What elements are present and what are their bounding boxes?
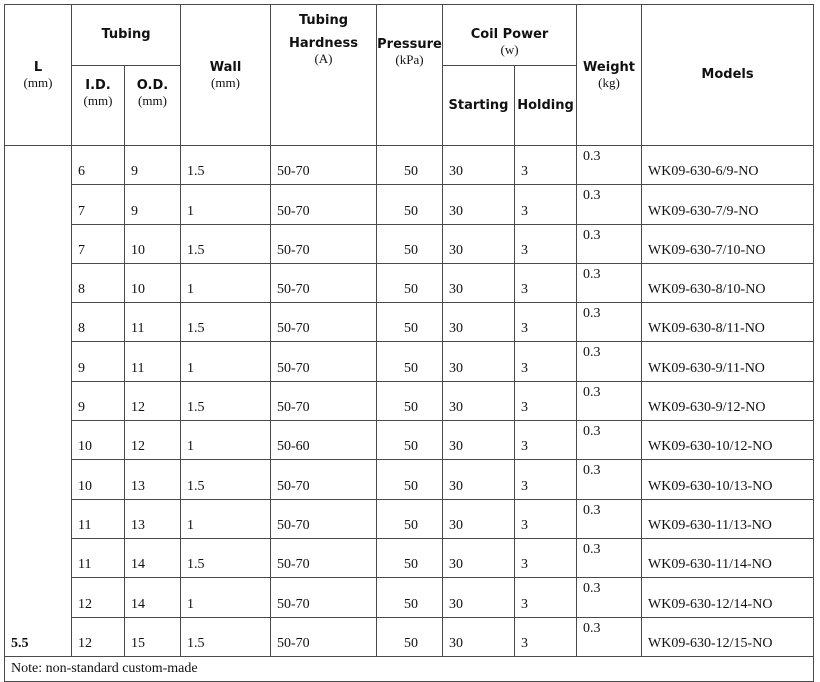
cell-hardness: 50-70	[271, 342, 377, 381]
cell-od: 12	[125, 381, 181, 420]
header-tubing-id-label: I.D.	[85, 78, 111, 93]
cell-weight: 0.3	[577, 146, 642, 185]
cell-wall: 1.5	[181, 224, 271, 263]
cell-od: 13	[125, 499, 181, 538]
cell-pressure: 50	[377, 263, 443, 302]
cell-pressure: 50	[377, 578, 443, 617]
header-tubing-id-unit: (mm)	[83, 93, 113, 108]
header-hardness-label1: Tubing	[298, 13, 349, 28]
cell-wall: 1.5	[181, 538, 271, 577]
cell-hardness: 50-70	[271, 185, 377, 224]
cell-hardness: 50-70	[271, 578, 377, 617]
cell-holding-power: 3	[515, 342, 577, 381]
cell-starting-power: 30	[443, 342, 515, 381]
cell-hardness: 50-70	[271, 499, 377, 538]
cell-holding-power: 3	[515, 263, 577, 302]
cell-starting-power: 30	[443, 578, 515, 617]
cell-id: 9	[72, 342, 125, 381]
cell-starting-power: 30	[443, 617, 515, 656]
cell-weight: 0.3	[577, 421, 642, 460]
cell-od: 15	[125, 617, 181, 656]
cell-pressure: 50	[377, 617, 443, 656]
cell-weight: 0.3	[577, 578, 642, 617]
cell-model: WK09-630-11/13-NO	[642, 499, 814, 538]
table-row	[5, 263, 814, 302]
cell-od: 11	[125, 342, 181, 381]
cell-pressure: 50	[377, 303, 443, 342]
cell-holding-power: 3	[515, 185, 577, 224]
cell-model: WK09-630-10/13-NO	[642, 460, 814, 499]
cell-starting-power: 30	[443, 263, 515, 302]
table-row	[5, 499, 814, 538]
cell-starting-power: 30	[443, 499, 515, 538]
header-hardness	[271, 5, 377, 146]
cell-hardness: 50-70	[271, 381, 377, 420]
header-coil-starting: Starting	[443, 66, 515, 146]
cell-holding-power: 3	[515, 460, 577, 499]
cell-starting-power: 30	[443, 185, 515, 224]
cell-wall: 1.5	[181, 381, 271, 420]
cell-hardness: 50-60	[271, 421, 377, 460]
header-coil-power-unit: (w)	[500, 42, 519, 57]
cell-hardness: 50-70	[271, 224, 377, 263]
cell-pressure: 50	[377, 342, 443, 381]
cell-wall: 1	[181, 342, 271, 381]
cell-holding-power: 3	[515, 617, 577, 656]
cell-weight: 0.3	[577, 460, 642, 499]
header-wall-label: Wall	[209, 60, 242, 75]
cell-holding-power: 3	[515, 146, 577, 185]
cell-model: WK09-630-8/11-NO	[642, 303, 814, 342]
cell-od: 10	[125, 263, 181, 302]
header-tubing-od	[125, 66, 181, 146]
header-tubing-od-label: O.D.	[136, 78, 169, 93]
cell-model: WK09-630-10/12-NO	[642, 421, 814, 460]
cell-id: 8	[72, 303, 125, 342]
cell-id: 7	[72, 185, 125, 224]
cell-pressure: 50	[377, 146, 443, 185]
cell-id: 11	[72, 499, 125, 538]
cell-wall: 1	[181, 263, 271, 302]
cell-weight: 0.3	[577, 381, 642, 420]
cell-wall: 1	[181, 499, 271, 538]
cell-id: 10	[72, 421, 125, 460]
cell-id: 6	[72, 146, 125, 185]
cell-od: 10	[125, 224, 181, 263]
cell-pressure: 50	[377, 460, 443, 499]
cell-id: 8	[72, 263, 125, 302]
cell-model: WK09-630-8/10-NO	[642, 263, 814, 302]
cell-weight: 0.3	[577, 185, 642, 224]
table-row	[5, 578, 814, 617]
header-coil-holding: Holding	[515, 66, 577, 146]
cell-starting-power: 30	[443, 303, 515, 342]
header-tubing-od-unit: (mm)	[138, 93, 167, 108]
header-length-label: L	[33, 60, 43, 75]
header-hardness-label2: Hardness	[289, 36, 358, 51]
header-pressure	[377, 5, 443, 146]
cell-wall: 1.5	[181, 146, 271, 185]
cell-od: 9	[125, 146, 181, 185]
header-weight-unit: (kg)	[598, 75, 620, 90]
cell-od: 14	[125, 538, 181, 577]
cell-model: WK09-630-7/9-NO	[642, 185, 814, 224]
cell-od: 11	[125, 303, 181, 342]
header-coil-power-label: Coil Power	[470, 27, 549, 42]
cell-hardness: 50-70	[271, 263, 377, 302]
cell-holding-power: 3	[515, 224, 577, 263]
cell-model: WK09-630-12/14-NO	[642, 578, 814, 617]
cell-pressure: 50	[377, 381, 443, 420]
cell-wall: 1.5	[181, 460, 271, 499]
cell-hardness: 50-70	[271, 617, 377, 656]
cell-pressure: 50	[377, 421, 443, 460]
table-body	[5, 146, 814, 657]
header-pressure-unit: (kPa)	[395, 52, 424, 67]
header-models: Models	[642, 5, 814, 146]
cell-od: 14	[125, 578, 181, 617]
cell-weight: 0.3	[577, 303, 642, 342]
cell-starting-power: 30	[443, 421, 515, 460]
cell-starting-power: 30	[443, 538, 515, 577]
header-pressure-label: Pressure	[377, 37, 442, 52]
cell-starting-power: 30	[443, 146, 515, 185]
cell-od: 9	[125, 185, 181, 224]
cell-wall: 1.5	[181, 617, 271, 656]
cell-length: 5.5	[5, 146, 72, 657]
header-tubing: Tubing	[72, 5, 181, 66]
cell-model: WK09-630-11/14-NO	[642, 538, 814, 577]
header-wall-unit: (mm)	[211, 75, 240, 90]
table-note: Note: non-standard custom-made	[5, 656, 814, 681]
cell-model: WK09-630-9/11-NO	[642, 342, 814, 381]
header-wall	[181, 5, 271, 146]
table-header	[5, 5, 814, 146]
cell-model: WK09-630-6/9-NO	[642, 146, 814, 185]
cell-id: 10	[72, 460, 125, 499]
cell-id: 12	[72, 578, 125, 617]
cell-wall: 1	[181, 578, 271, 617]
cell-id: 7	[72, 224, 125, 263]
cell-wall: 1.5	[181, 303, 271, 342]
header-weight-label: Weight	[583, 60, 635, 75]
table-row	[5, 342, 814, 381]
header-coil-power	[443, 5, 577, 66]
header-length-unit: (mm)	[23, 75, 53, 90]
cell-holding-power: 3	[515, 381, 577, 420]
table-row	[5, 421, 814, 460]
cell-holding-power: 3	[515, 499, 577, 538]
spec-table	[4, 4, 814, 682]
cell-hardness: 50-70	[271, 460, 377, 499]
table-row	[5, 185, 814, 224]
cell-pressure: 50	[377, 499, 443, 538]
cell-pressure: 50	[377, 224, 443, 263]
table-row	[5, 538, 814, 577]
cell-pressure: 50	[377, 538, 443, 577]
table-row	[5, 224, 814, 263]
cell-wall: 1	[181, 421, 271, 460]
table-row	[5, 146, 814, 185]
table-row	[5, 617, 814, 656]
cell-model: WK09-630-7/10-NO	[642, 224, 814, 263]
cell-holding-power: 3	[515, 578, 577, 617]
table-row	[5, 460, 814, 499]
cell-id: 9	[72, 381, 125, 420]
cell-weight: 0.3	[577, 224, 642, 263]
cell-wall: 1	[181, 185, 271, 224]
header-length	[5, 5, 72, 146]
table-row	[5, 303, 814, 342]
cell-od: 12	[125, 421, 181, 460]
cell-weight: 0.3	[577, 499, 642, 538]
cell-starting-power: 30	[443, 224, 515, 263]
cell-model: WK09-630-12/15-NO	[642, 617, 814, 656]
cell-hardness: 50-70	[271, 538, 377, 577]
cell-holding-power: 3	[515, 303, 577, 342]
spec-table-container	[4, 4, 814, 682]
table-row	[5, 381, 814, 420]
header-weight	[577, 5, 642, 146]
cell-weight: 0.3	[577, 263, 642, 302]
cell-model: WK09-630-9/12-NO	[642, 381, 814, 420]
cell-starting-power: 30	[443, 460, 515, 499]
cell-hardness: 50-70	[271, 303, 377, 342]
cell-weight: 0.3	[577, 617, 642, 656]
cell-pressure: 50	[377, 185, 443, 224]
cell-od: 13	[125, 460, 181, 499]
cell-id: 11	[72, 538, 125, 577]
cell-weight: 0.3	[577, 538, 642, 577]
cell-holding-power: 3	[515, 538, 577, 577]
header-tubing-id	[72, 66, 125, 146]
cell-starting-power: 30	[443, 381, 515, 420]
cell-weight: 0.3	[577, 342, 642, 381]
cell-hardness: 50-70	[271, 146, 377, 185]
cell-id: 12	[72, 617, 125, 656]
cell-holding-power: 3	[515, 421, 577, 460]
header-hardness-unit: (A)	[314, 51, 333, 66]
